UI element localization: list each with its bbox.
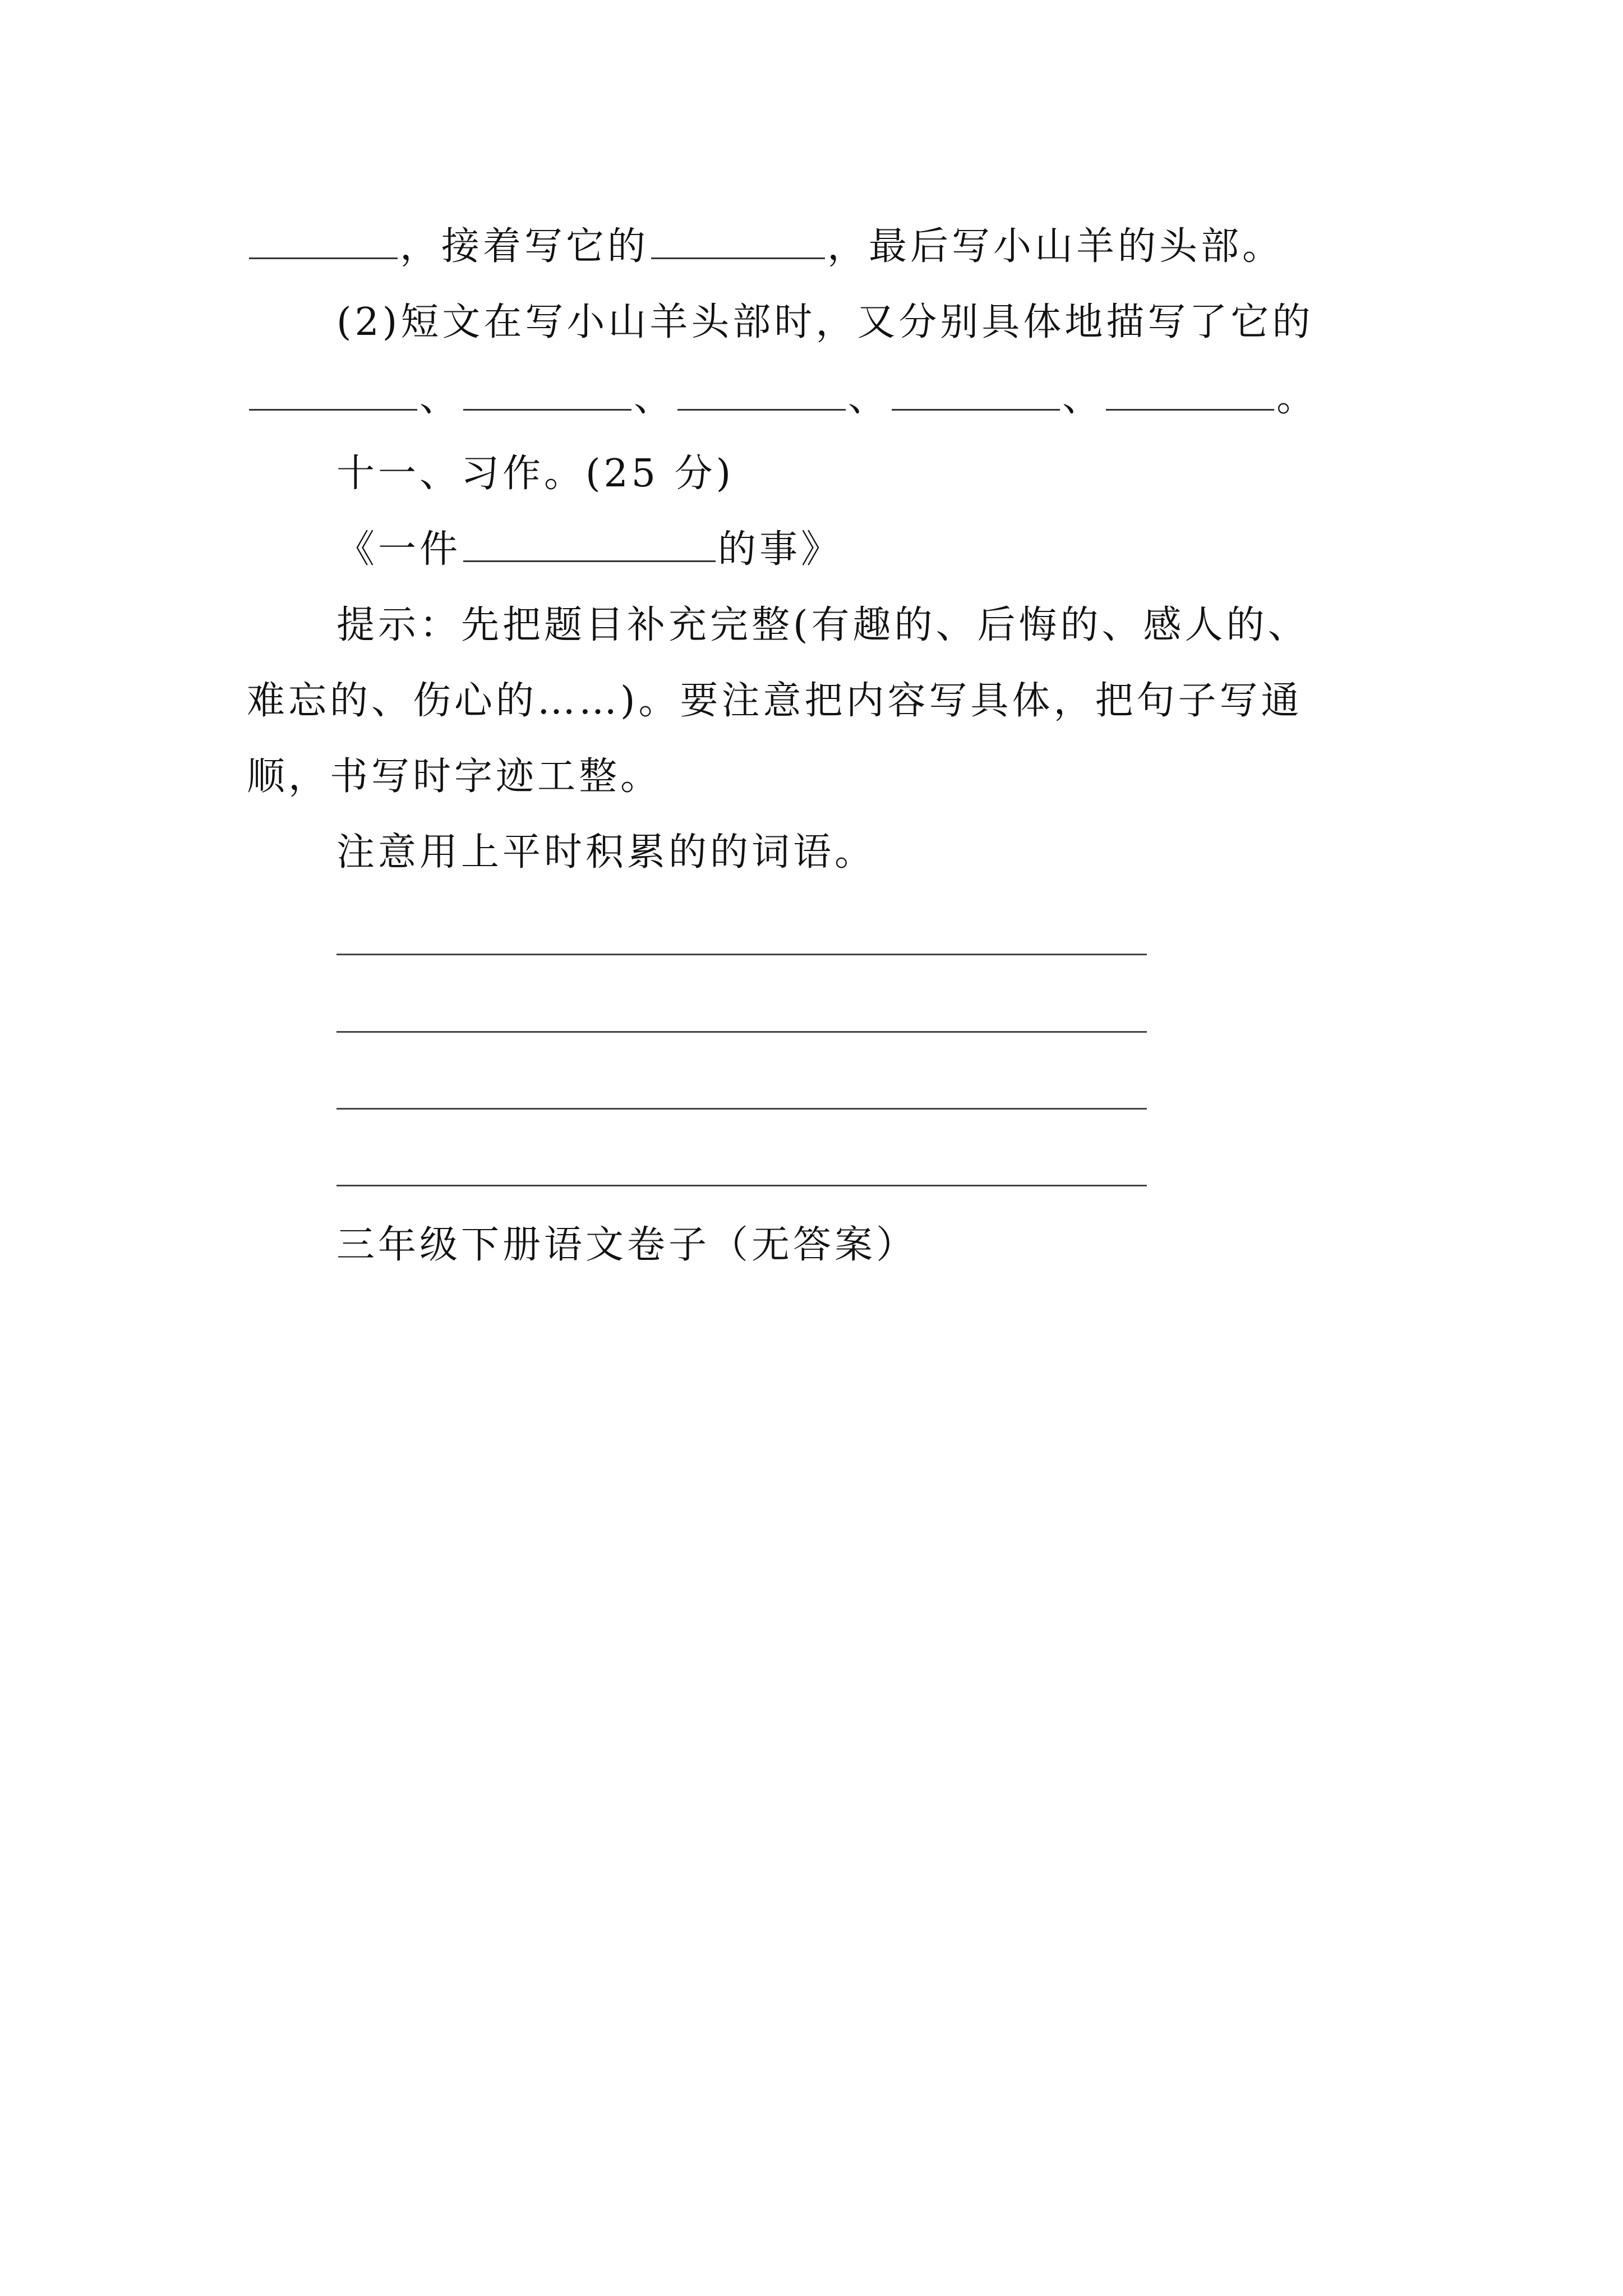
q11-hint-line3: 顺，书写时字迹工整。	[247, 754, 662, 799]
answer-blank[interactable]	[463, 374, 631, 411]
answer-blank[interactable]	[249, 223, 398, 259]
q11-heading: 十一、习作。(25 分)	[336, 452, 735, 496]
q11-note: 注意用上平时积累的的词语。	[336, 830, 877, 875]
writing-line-2[interactable]	[336, 1031, 1147, 1033]
title-blank[interactable]	[463, 526, 716, 562]
footer-title: 三年级下册语文卷子（无答案）	[336, 1223, 918, 1267]
answer-blank[interactable]	[892, 374, 1060, 411]
title-prefix: 《一件	[336, 527, 462, 572]
q11-hint-line2: 难忘的、伤心的……)。要注意把内容写具体，把句子写通	[247, 679, 1303, 723]
q10-line1-mid: ，接着写它的	[400, 224, 649, 269]
separator: 、	[848, 376, 890, 420]
end-mark: 。	[1276, 376, 1318, 420]
separator: 、	[1062, 376, 1104, 420]
answer-blank[interactable]	[1106, 374, 1274, 411]
q11-title	[336, 524, 842, 575]
answer-blank[interactable]	[651, 223, 825, 259]
q10-subquestion-2: (2)短文在写小山羊头部时，又分别具体地描写了它的	[336, 300, 1314, 344]
writing-line-3[interactable]	[336, 1108, 1147, 1110]
q11-hint-line1: 提示：先把题目补充完整(有趣的、后悔的、感人的、	[336, 603, 1310, 647]
separator: 、	[419, 376, 462, 420]
answer-blank[interactable]	[249, 374, 417, 411]
writing-line-1[interactable]	[336, 954, 1147, 955]
q10-line1	[247, 222, 1284, 272]
q10-line1-end: ，最后写小山羊的头部。	[827, 224, 1284, 269]
q10-line3	[247, 373, 1318, 424]
answer-blank[interactable]	[677, 374, 846, 411]
q10-line2	[336, 297, 1313, 348]
separator: 、	[634, 376, 676, 420]
writing-line-4[interactable]	[336, 1185, 1147, 1186]
title-suffix: 的事》	[718, 527, 843, 572]
